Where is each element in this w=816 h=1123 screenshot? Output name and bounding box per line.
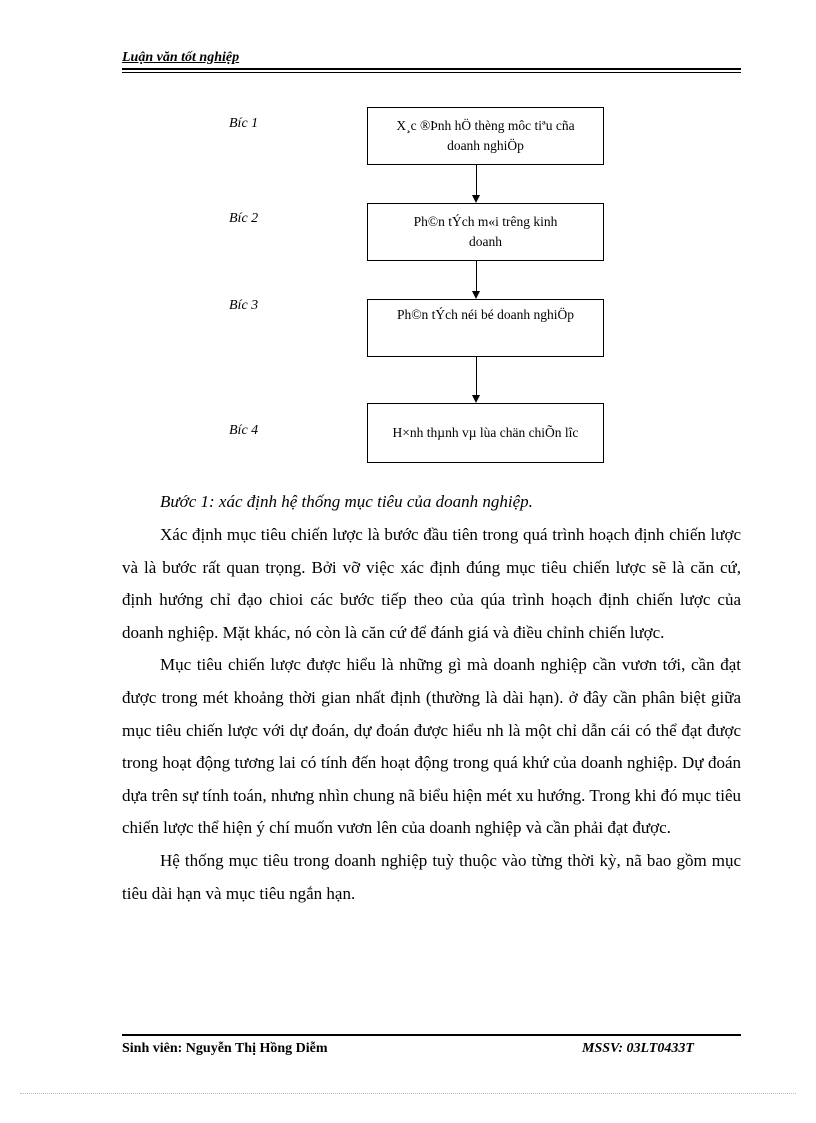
paragraph-3: Hệ thống mục tiêu trong doanh nghiệp tuỳ thuộc vào từng thời kỳ, nã bao gồm mục tiêu dài hạn và mục tiêu ngắn hạn. — [122, 850, 741, 903]
paragraph-1: Xác định mục tiêu chiến lược là bước đầu tiên trong quá trình hoạch định chiến lược và là bước rất quan trọng. Bởi vỡ việc xác định đúng mục tiêu chiến lược sẽ là căn cứ, định hướng chỉ đạo chioi các bước tiếp theo của qúa trình hoạch định chiến lược của doanh nghiệp. Mặt khác, nó còn là căn cứ để đánh giá và điều chỉnh chiến lược. — [122, 525, 741, 642]
body-text — [122, 519, 741, 910]
step-label-2: Bíc 2 — [229, 211, 259, 226]
flow-arrowhead-3 — [472, 395, 480, 403]
step-label-3: Bíc 3 — [229, 298, 259, 313]
page-header-title: Luận văn tốt nghiệp — [122, 50, 240, 65]
flow-box-1 — [367, 107, 604, 165]
flow-box-1-text: X¸c ®Þnh hÖ thèng môc tiªu cña doanh nghiÖp — [396, 118, 575, 153]
flow-arrow-2 — [476, 261, 477, 291]
flow-arrow-1 — [476, 165, 477, 195]
step-label-1: Bíc 1 — [229, 116, 259, 131]
footer-student-name: Sinh viên: Nguyễn Thị Hồng Diễm — [122, 1041, 328, 1056]
flow-arrow-3 — [476, 357, 477, 395]
flow-box-3-text: Ph©n tÝch néi bé doanh nghiÖp — [396, 307, 575, 322]
flow-box-2-text: Ph©n tÝch m«i trêng kinh doanh — [413, 214, 558, 249]
flow-box-3 — [367, 299, 604, 357]
step-heading: Bước 1: xác định hệ thống mục tiêu của doanh nghiệp. — [160, 492, 533, 511]
header-rule — [122, 68, 741, 70]
step-label-4: Bíc 4 — [229, 423, 259, 438]
page-edge-divider — [20, 1093, 796, 1094]
flow-box-4-text: H×nh thµnh vµ lùa chän chiÕn lîc — [392, 425, 579, 440]
flow-arrowhead-2 — [472, 291, 480, 299]
paragraph-2: Mục tiêu chiến lược được hiểu là những gì mà doanh nghiệp cần vươn tới, cần đạt được trong mét khoảng thời gian nhất định (thường là dài hạn). ở đây cần phân biệt giữa mục tiêu chiến lược với dự đoán, dự đoán được hiểu nh là một chỉ dẫn cái có thể đạt được trong hoạt động tương lai có tính đến hoạt động trong quá khứ của doanh nghiệp. Dự đoán dựa trên sự tính toán, nhưng nhìn chung nã biểu hiện mét xu hướng. Trong khi đó mục tiêu chiến lược thể hiện ý chí muốn vươn lên của doanh nghiệp và cần phải đạt được. — [122, 655, 741, 838]
footer-student-id: MSSV: 03LT0433T — [582, 1041, 694, 1056]
header-rule-thin — [122, 72, 741, 73]
footer-rule — [122, 1034, 741, 1036]
flow-box-2 — [367, 203, 604, 261]
flow-box-4 — [367, 403, 604, 463]
flow-arrowhead-1 — [472, 195, 480, 203]
